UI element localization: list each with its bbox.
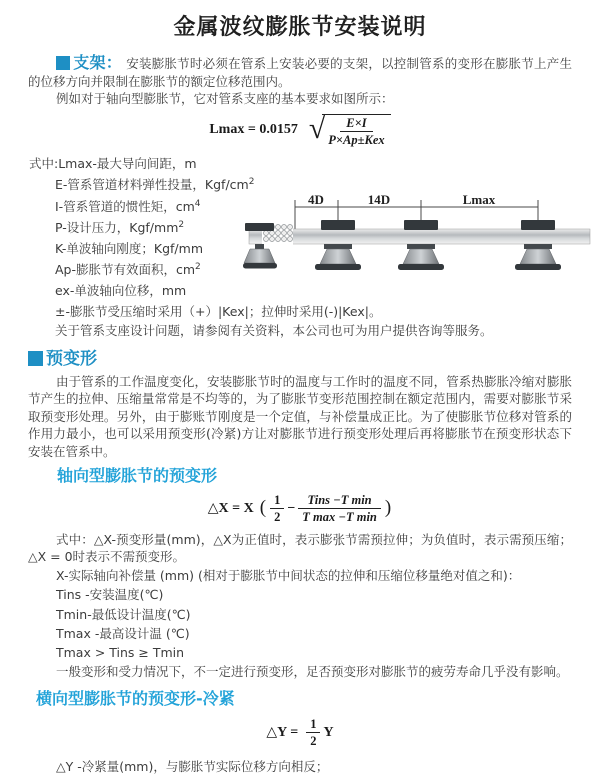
axial-note-line: 一般变形和受力情况下，不一定进行预变形，足否预变形对膨胀节的疲劳寿命几乎没有影响。 [56,663,569,679]
one-half-fraction: $\frac{1}{2}$ [306,717,320,749]
anchor-support [243,223,277,269]
definition-line: Tins -安装温度(℃) [56,587,164,603]
axial-formula-explanation: 式中：△X-预变形量(mm)，△X为正值时，表示膨张节需预拉伸；为负值时，表示需预压缩；△X = 0时表示不需预变形。 [28,531,572,565]
pipe-support-diagram [243,192,595,293]
dimension-label-lmax: Lmax [462,192,496,207]
temperature-fraction: $\frac{\text{Tins −T min}}{\text{T max −T min}}$ [298,493,381,525]
lateral-formula-lhs: △Y = [266,725,299,741]
dimension-label-4d: 4D [308,192,324,207]
definition-line: Tmin-最低设计温度(℃) [56,606,191,622]
pipe-support-diagram-svg [243,192,595,293]
support-section-heading: 支架： [73,53,122,72]
open-paren: ( [259,496,267,518]
variable-definition: P-设计压力，Kgf/$mm^2$ [55,219,185,235]
page-title: 金属波纹膨胀节安装说明 [173,15,427,40]
predeformation-paragraph: 由于管系的工作温度变化，安装膨胀节时的温度与工作时的温度不同，管系热膨胀冷缩对膨胀节产生的拉伸、压缩量常常是不均等的，为了膨胀节变形范围控制在额定范围内，需要对膨胀节采取预变形处理。另外，由于膨账节刚度是一个定值，与补偿量成正比。为了使膨胀节位移对管系的作用力最小，也可以采用预变形(冷紧)方让对膨胀节进行预变形处理后再将膨胀节在预变形状态下安装在管系中。 [28,373,572,459]
support-paragraph [28,54,572,90]
section-bullet-icon [56,56,70,70]
close-paren: ) [384,496,392,518]
axial-formula [28,493,572,525]
lmax-formula-lhs: Lmax = 0.0157 [209,122,298,138]
axial-definition-list [28,566,572,663]
lmax-formula [28,114,572,148]
lmax-formula-denominator: P×Ap±Kex [328,132,385,147]
minus-sign: − [287,500,296,516]
lmax-formula-fraction [322,114,390,148]
axial-subsection-heading: 轴向型膨胀节的预变形 [57,466,218,485]
lateral-formula-rhs: Y [323,724,334,740]
section-bullet-icon [28,351,43,366]
pipe-support [398,220,444,270]
variable-definition: ±-膨胀节受压缩时采用（+）|Kex|；拉伸时采用(-)|Kex|。 [55,304,382,320]
pipe-support [315,220,361,270]
variable-definition: Ap-膨胀节有效面积，$cm^2$ [55,262,201,278]
variable-definition: I-管系管道的惯性矩，$cm^4$ [55,198,201,214]
variable-definition: E-管系管道材料弹性投量，Kgf/$cm^2$ [55,177,255,193]
one-half-fraction: $\frac{1}{2}$ [270,493,284,525]
variable-definition: 式中:Lmax-最大导向间距，m [29,156,197,172]
lateral-subsection-heading: 横向型膨胀节的预变形-冷紧 [36,688,235,708]
predeformation-section-heading: 预变形 [28,348,572,370]
variable-definition: K-单波轴向刚度；Kgf/mm [55,241,203,257]
variable-definition: ex-单波轴向位移，mm [55,283,187,299]
consulting-note-line: 关于管系支座设计问题，请参阅有关资料，本公司也可为用户提供咨询等服务。 [55,322,493,338]
axial-formula-lhs: △X = X [207,501,254,517]
definition-line: Tmax > Tins ≥ Tmin [56,645,185,661]
lateral-explanation-line: △Y -冷紧量(mm)，与膨胀节实际位移方向相反； [56,758,329,774]
pipe [249,229,590,244]
definition-line: Tmax -最高设计温 (℃) [56,625,190,641]
dimension-label-14d: 14D [367,192,391,207]
support-intro-text: 安装膨胀节时必须在管系上安装必要的支架，以控制管系的变形在膨胀节上产生的位移方向并限制在膨胀节的额定位移范围内。 [28,56,572,89]
definition-line: X-实际轴向补偿量 (mm) (相对于膨胀节中间状态的拉伸和压缩位移量绝对值之和)： [56,567,521,583]
support-example-line: 例如对于轴向型膨胀节，它对管系支座的基本要求如图所示： [56,91,394,106]
lmax-formula-numerator: E×I [340,115,372,132]
pipe-support [515,220,561,270]
sqrt-radical-icon: √ [308,112,326,146]
lateral-formula [28,717,572,749]
